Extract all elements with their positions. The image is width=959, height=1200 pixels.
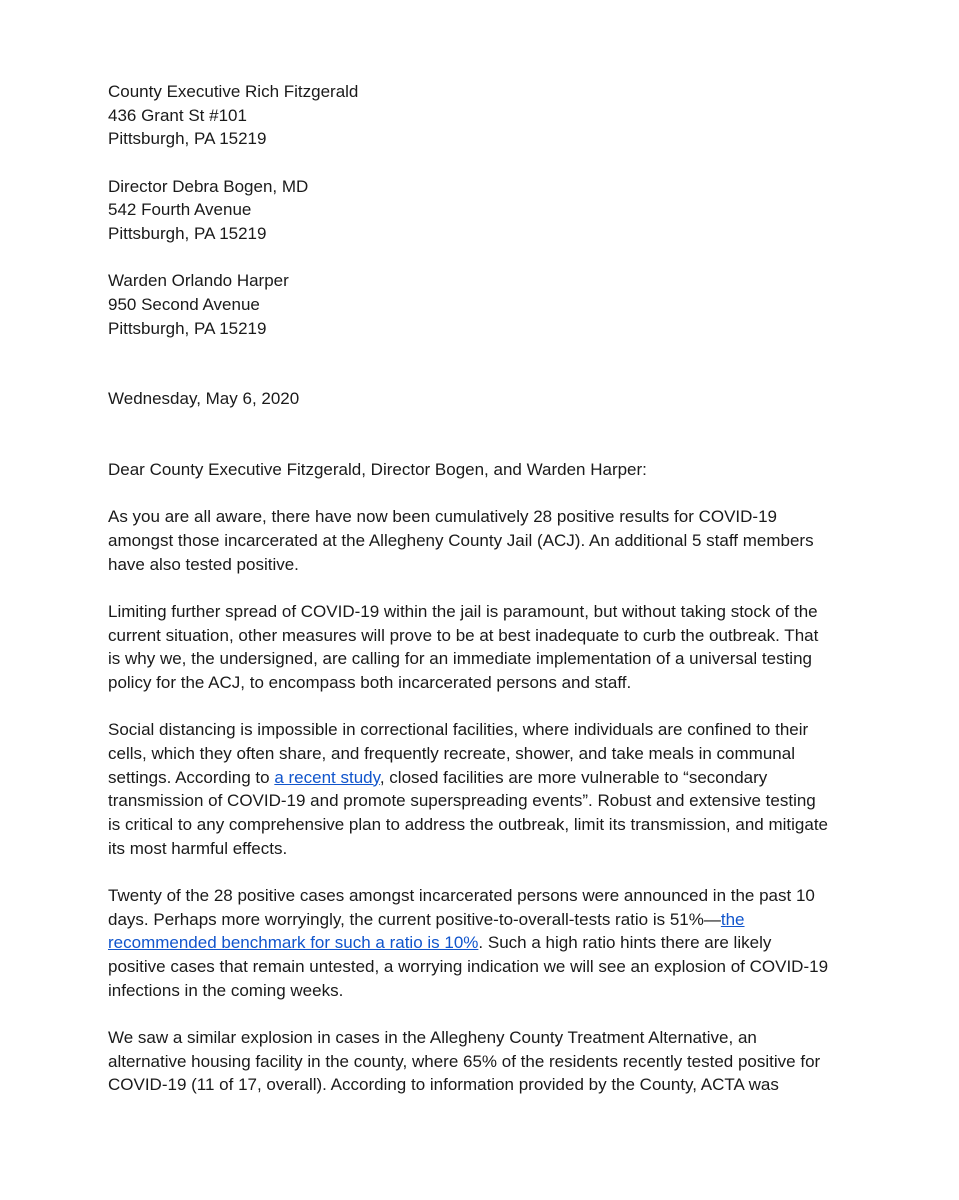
paragraph-line: amongst those incarcerated at the Allegheny County Jail (ACJ). An additional 5 staff members [108, 530, 814, 550]
recipient-city: Pittsburgh, PA 15219 [108, 224, 267, 244]
letter-body [108, 80, 848, 1097]
paragraph-line: policy for the ACJ, to encompass both incarcerated persons and staff. [108, 672, 632, 692]
paragraph-line: We saw a similar explosion in cases in the Allegheny County Treatment Alternative, an [108, 1027, 757, 1047]
text-segment: . Such a high ratio hints there are likely [478, 933, 772, 953]
paragraph-line: cells, which they often share, and frequently recreate, shower, and take meals in communal [108, 743, 795, 763]
text-segment: days. Perhaps more worryingly, the current positive-to-overall-tests ratio is 51%— [108, 909, 721, 929]
recipient-address-bogen [108, 175, 848, 246]
paragraph-line: Limiting further spread of COVID-19 within the jail is paramount, but without taking stock of the [108, 601, 818, 621]
paragraph-line: transmission of COVID-19 and promote superspreading events”. Robust and extensive testing [108, 791, 816, 811]
paragraph-line: is why we, the undersigned, are calling for an immediate implementation of a universal testing [108, 649, 812, 669]
text-segment: settings. According to [108, 767, 275, 787]
paragraph-line [108, 908, 848, 932]
recipient-name: Director Debra Bogen, MD [108, 176, 309, 196]
paragraph-line: current situation, other measures will prove to be at best inadequate to curb the outbreak. That [108, 625, 819, 645]
paragraph-positive-results [108, 505, 848, 576]
paragraph-line: Social distancing is impossible in correctional facilities, where individuals are confined to their [108, 720, 809, 740]
paragraph-line: infections in the coming weeks. [108, 980, 344, 1000]
benchmark-link-start[interactable]: the [720, 909, 745, 929]
paragraph-line [108, 931, 848, 955]
recent-study-link[interactable]: a recent study [274, 767, 380, 787]
recipient-street: 436 Grant St #101 [108, 105, 247, 125]
paragraph-line: alternative housing facility in the county, where 65% of the residents recently tested positive for [108, 1051, 821, 1071]
recipient-address-fitzgerald [108, 80, 848, 151]
paragraph-line: As you are all aware, there have now been cumulatively 28 positive results for COVID-19 [108, 507, 777, 527]
paragraph-acta-outbreak [108, 1026, 848, 1097]
recipient-name: Warden Orlando Harper [108, 271, 289, 291]
paragraph-line: Twenty of the 28 positive cases amongst incarcerated persons were announced in the past 10 [108, 885, 815, 905]
paragraph-line: its most harmful effects. [108, 838, 288, 858]
paragraph-universal-testing [108, 600, 848, 695]
paragraph-social-distancing [108, 718, 848, 860]
paragraph-line: is critical to any comprehensive plan to address the outbreak, limit its transmission, and mitigate [108, 814, 828, 834]
recipient-city: Pittsburgh, PA 15219 [108, 129, 267, 149]
paragraph-positive-ratio [108, 884, 848, 1003]
recipient-street: 950 Second Avenue [108, 294, 260, 314]
letter-date: Wednesday, May 6, 2020 [108, 389, 300, 409]
recipient-address-harper [108, 269, 848, 340]
paragraph-line: positive cases that remain untested, a worrying indication we will see an explosion of COVID-19 [108, 956, 829, 976]
paragraph-line: COVID-19 (11 of 17, overall). According to information provided by the County, ACTA was [108, 1075, 779, 1095]
paragraph-line: have also tested positive. [108, 554, 299, 574]
recipient-name: County Executive Rich Fitzgerald [108, 82, 359, 101]
paragraph-line [108, 766, 848, 790]
text-segment: , closed facilities are more vulnerable to “secondary [379, 767, 768, 787]
salutation: Dear County Executive Fitzgerald, Director Bogen, and Warden Harper: [108, 460, 647, 480]
recipient-street: 542 Fourth Avenue [108, 200, 252, 220]
recipient-city: Pittsburgh, PA 15219 [108, 318, 267, 338]
benchmark-link[interactable]: recommended benchmark for such a ratio is 10% [108, 933, 479, 953]
